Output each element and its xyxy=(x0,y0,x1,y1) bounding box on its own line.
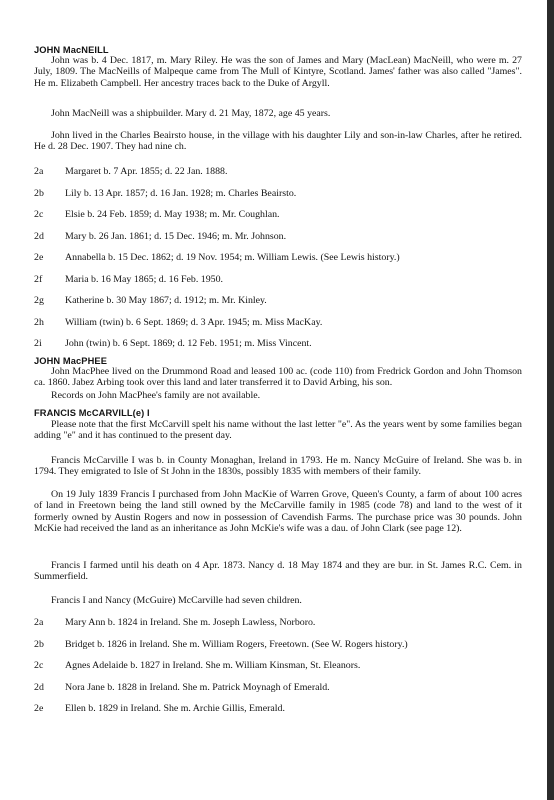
section-heading-john-macphee: JOHN MacPHEE xyxy=(34,356,108,366)
child-code: 2c xyxy=(34,660,44,671)
child-code: 2c xyxy=(34,209,44,220)
paragraph: Records on John MacPhee's family are not available. xyxy=(51,390,261,401)
child-code: 2b xyxy=(34,639,44,650)
scan-edge xyxy=(547,0,554,800)
child-text: Elsie b. 24 Feb. 1859; d. May 1938; m. Mr. Coughlan. xyxy=(65,209,280,220)
paragraph: Francis I and Nancy (McGuire) McCarville had seven children. xyxy=(51,595,302,606)
paragraph: John was b. 4 Dec. 1817, m. Mary Riley. He was the son of James and Mary (MacLean) MacNeill, who were m. 27 July, 1809. The MacNeills of Malpeque came from The Mull of Kintyre, Scotland. James' father was also called "James". He m. Elizabeth Campbell. Her ancestry traces back to the Duke of Argyll. xyxy=(34,55,522,89)
paragraph: Francis McCarville I was b. in County Monaghan, Ireland in 1793. He m. Nancy McGuire of Ireland. She was b. in 1794. They emigrated to Isle of St John in the 1830s, possibly 1835 with members of their family. xyxy=(34,455,522,478)
child-code: 2b xyxy=(34,188,44,199)
child-code: 2e xyxy=(34,703,44,714)
child-text: Mary b. 26 Jan. 1861; d. 15 Dec. 1946; m. Mr. Johnson. xyxy=(65,231,287,242)
paragraph: Francis I farmed until his death on 4 Apr. 1873. Nancy d. 18 May 1874 and they are bur. in St. James R.C. Cem. in Summerfield. xyxy=(34,560,522,583)
child-code: 2g xyxy=(34,295,44,306)
section-heading-francis-mccarville-i: FRANCIS McCARVILL(e) I xyxy=(34,408,150,418)
child-code: 2i xyxy=(34,338,42,349)
child-code: 2a xyxy=(34,166,44,177)
child-text: Ellen b. 1829 in Ireland. She m. Archie Gillis, Emerald. xyxy=(65,703,285,714)
child-text: Katherine b. 30 May 1867; d. 1912; m. Mr. Kinley. xyxy=(65,295,267,306)
child-text: Agnes Adelaide b. 1827 in Ireland. She m. William Kinsman, St. Eleanors. xyxy=(65,660,361,671)
child-code: 2f xyxy=(34,274,43,285)
child-code: 2h xyxy=(34,317,44,328)
child-text: Maria b. 16 May 1865; d. 16 Feb. 1950. xyxy=(65,274,223,285)
child-text: William (twin) b. 6 Sept. 1869; d. 3 Apr. 1945; m. Miss MacKay. xyxy=(65,317,323,328)
paragraph: John MacPhee lived on the Drummond Road and leased 100 ac. (code 110) from Fredrick Gordon and John Thomson ca. 1860. Jabez Arbing took over this land and later transferred it to David Arbing, his son. xyxy=(34,366,522,389)
child-text: Mary Ann b. 1824 in Ireland. She m. Joseph Lawless, Norboro. xyxy=(65,617,316,628)
child-text: Annabella b. 15 Dec. 1862; d. 19 Nov. 1954; m. William Lewis. (See Lewis history.) xyxy=(65,252,400,263)
child-text: Nora Jane b. 1828 in Ireland. She m. Patrick Moynagh of Emerald. xyxy=(65,682,330,693)
child-code: 2d xyxy=(34,682,44,693)
paragraph: John lived in the Charles Beairsto house, in the village with his daughter Lily and son-in-law Charles, after he retired. He d. 28 Dec. 1907. They had nine ch. xyxy=(34,130,522,153)
child-code: 2e xyxy=(34,252,44,263)
paragraph: John MacNeill was a shipbuilder. Mary d. 21 May, 1872, age 45 years. xyxy=(51,108,331,119)
child-text: Bridget b. 1826 in Ireland. She m. William Rogers, Freetown. (See W. Rogers history.) xyxy=(65,639,408,650)
child-text: John (twin) b. 6 Sept. 1869; d. 12 Feb. 1951; m. Miss Vincent. xyxy=(65,338,312,349)
child-text: Margaret b. 7 Apr. 1855; d. 22 Jan. 1888. xyxy=(65,166,228,177)
child-code: 2d xyxy=(34,231,44,242)
paragraph: On 19 July 1839 Francis I purchased from John MacKie of Warren Grove, Queen's County, a farm of about 100 acres of land in Freetown being the land still owned by the McCarville family in 1985 (code 78) and land to the west of it formerly owned by Austin Rogers and now in possession of Cavendish Farms. The purchase price was 30 pounds. John McKie had received the land as an inheritance as John McKie's wife was a dau. of John Clark (see page 12). xyxy=(34,489,522,535)
child-text: Lily b. 13 Apr. 1857; d. 16 Jan. 1928; m. Charles Beairsto. xyxy=(65,188,297,199)
child-code: 2a xyxy=(34,617,44,628)
section-heading-john-macneill: JOHN MacNEILL xyxy=(34,45,109,55)
paragraph: Please note that the first McCarvill spelt his name without the last letter "e". As the years went by some families began adding "e" and it has continued to the present day. xyxy=(34,419,522,442)
